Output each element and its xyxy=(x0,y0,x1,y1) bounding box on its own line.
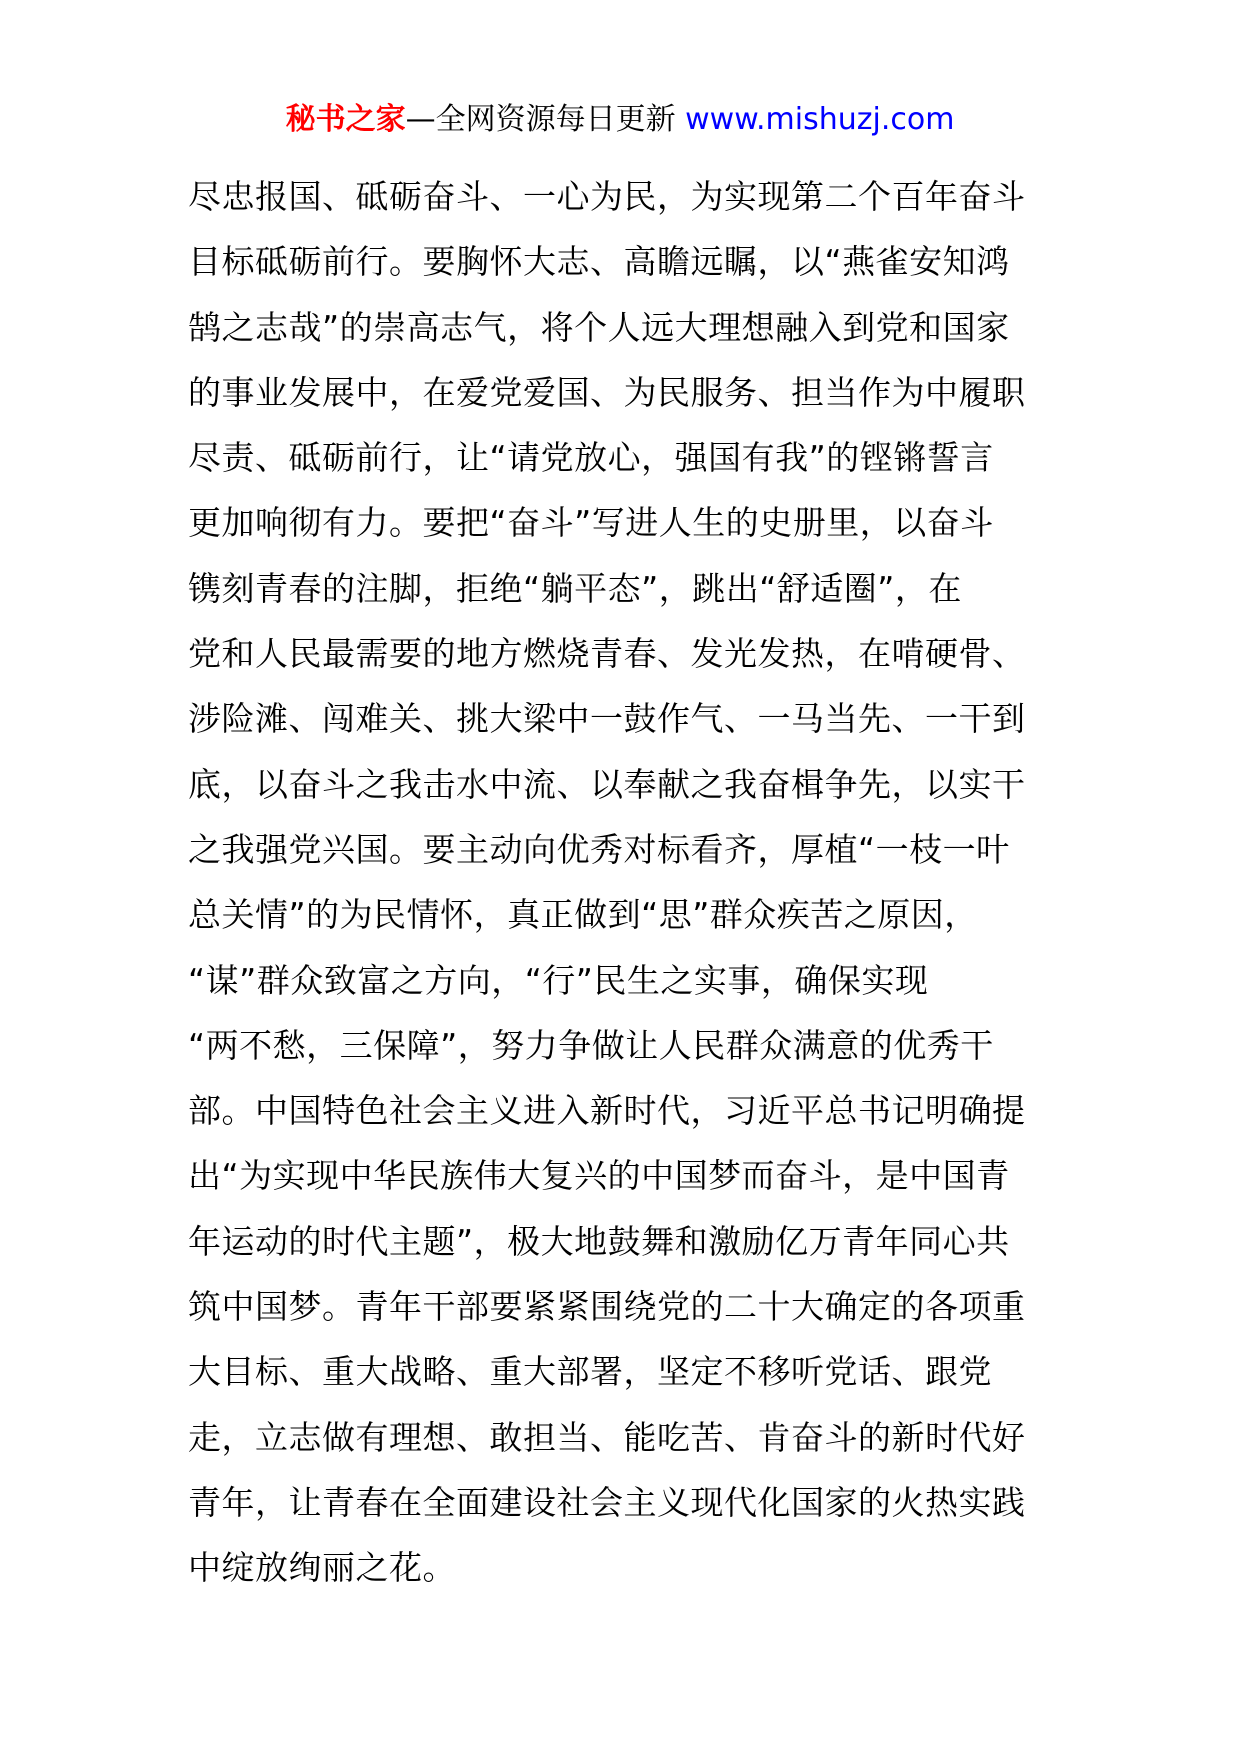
body-paragraph xyxy=(188,164,1056,1601)
text-line: 筑中国梦。青年干部要紧紧围绕党的二十大确定的各项重 xyxy=(188,1287,1026,1327)
text-line: 党和人民最需要的地方燃烧青春、发光发热，在啃硬骨、 xyxy=(188,634,1026,674)
text-line: 更加响彻有力。要把“奋斗”写进人生的史册里，以奋斗 xyxy=(188,503,994,543)
text-line: 镌刻青春的注脚，拒绝“躺平态”，跳出“舒适圈”，在 xyxy=(188,568,962,608)
text-line: 目标砥砺前行。要胸怀大志、高瞻远瞩，以“燕雀安知鸿 xyxy=(188,242,1010,282)
text-line: 鹄之志哉”的崇高志气，将个人远大理想融入到党和国家 xyxy=(188,307,1010,347)
text-line: 青年，让青春在全面建设社会主义现代化国家的火热实践 xyxy=(188,1482,1026,1522)
header-url-link[interactable]: www.mishuzj.com xyxy=(685,102,955,137)
text-line: 总关情”的为民情怀，真正做到“思”群众疾苦之原因， xyxy=(188,895,978,935)
text-line: 的事业发展中，在爱党爱国、为民服务、担当作为中履职 xyxy=(188,372,1026,412)
text-line: 涉险滩、闯难关、挑大梁中一鼓作气、一马当先、一干到 xyxy=(188,699,1026,739)
text-line: 之我强党兴国。要主动向优秀对标看齐，厚植“一枝一叶 xyxy=(188,829,1010,869)
text-line: 尽忠报国、砥砺奋斗、一心为民，为实现第二个百年奋斗 xyxy=(188,177,1026,216)
page-header xyxy=(0,98,1240,142)
text-line: 年运动的时代主题”，极大地鼓舞和激励亿万青年同心共 xyxy=(188,1221,1010,1261)
text-line: “两不愁，三保障”，努力争做让人民群众满意的优秀干 xyxy=(188,1025,994,1065)
text-line: 部。中国特色社会主义进入新时代，习近平总书记明确提 xyxy=(188,1091,1026,1131)
text-line: 出“为实现中华民族伟大复兴的中国梦而奋斗，是中国青 xyxy=(188,1156,1010,1196)
text-line: 尽责、砥砺前行，让“请党放心，强国有我”的铿锵誓言 xyxy=(188,438,994,478)
text-line: 底，以奋斗之我击水中流、以奉献之我奋楫争先，以实干 xyxy=(188,764,1026,804)
text-line: 走，立志做有理想、敢担当、能吃苦、肯奋斗的新时代好 xyxy=(188,1417,1026,1457)
header-brand: 秘书之家 xyxy=(285,102,406,137)
text-line: 大目标、重大战略、重大部署，坚定不移听党话、跟党 xyxy=(188,1352,992,1392)
header-tagline: —全网资源每日更新 xyxy=(405,102,686,137)
text-line: 中绽放绚丽之花。 xyxy=(188,1548,456,1588)
text-line: “谋”群众致富之方向，“行”民生之实事，确保实现 xyxy=(188,960,929,1000)
